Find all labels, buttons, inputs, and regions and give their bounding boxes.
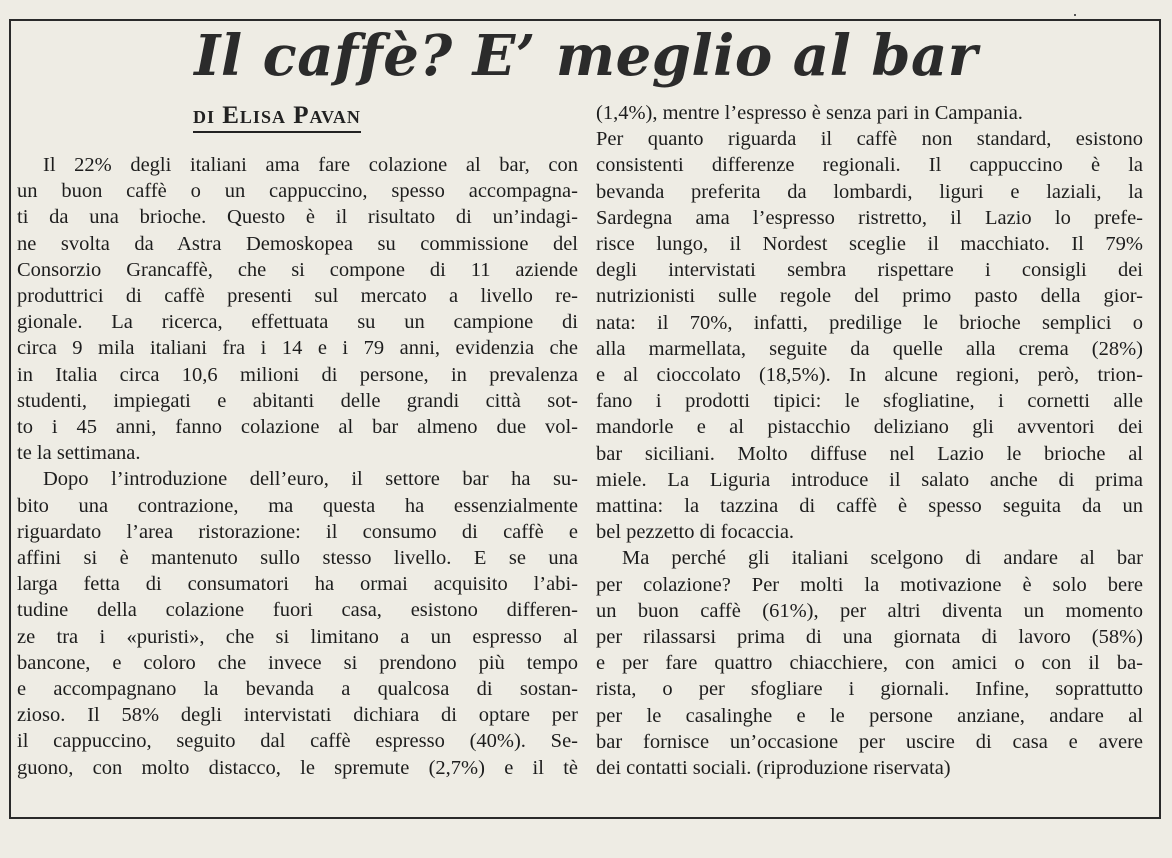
text-line: in Italia circa 10,6 milioni di persone, in prevalenza bbox=[17, 363, 578, 386]
article-title: Il caffè? E’ meglio al bar bbox=[194, 23, 978, 89]
text-line: degli intervistati sembra rispettare i consigli dei bbox=[596, 259, 1143, 282]
text-line: affini si è mantenuto sullo stesso livello. E se una bbox=[17, 547, 578, 570]
text-line: guono, con molto distacco, le spremute (2,7%) e il tè bbox=[17, 756, 578, 779]
text-line: (1,4%), mentre l’espresso è senza pari in Campania. bbox=[596, 102, 1023, 124]
text-line: ne svolta da Astra Demoskopea su commissione del bbox=[17, 232, 578, 255]
text-line: consistenti differenze regionali. Il cappuccino è la bbox=[596, 154, 1143, 177]
text-line: Dopo l’introduzione dell’euro, il settore bar ha su- bbox=[43, 468, 578, 491]
text-line: bevanda preferita da lombardi, liguri e laziali, la bbox=[596, 180, 1143, 203]
text-line: tudine della colazione fuori casa, esistono differen- bbox=[17, 599, 578, 622]
text-line: to i 45 anni, fanno colazione al bar almeno due vol- bbox=[17, 416, 578, 439]
text-line: un buon caffè (61%), per altri diventa un momento bbox=[596, 599, 1143, 622]
text-line: e al cioccolato (18,5%). In alcune regioni, però, trion- bbox=[596, 364, 1143, 387]
text-line: zioso. Il 58% degli intervistati dichiara di optare per bbox=[17, 704, 578, 727]
text-line: bito una contrazione, ma questa ha essenzialmente bbox=[17, 494, 578, 517]
text-line: bar siciliani. Molto diffuse nel Lazio le brioche al bbox=[596, 442, 1143, 465]
text-line: rista, o per sfogliare i giornali. Infine, soprattutto bbox=[596, 678, 1143, 701]
text-line: risce lungo, il Nordest sceglie il macchiato. Il 79% bbox=[596, 233, 1143, 256]
text-line: bancone, e coloro che invece si prendono più tempo bbox=[17, 651, 578, 674]
text-line: te la settimana. bbox=[17, 442, 141, 465]
text-line: per colazione? Per molti la motivazione è solo bere bbox=[596, 573, 1143, 596]
text-line: ze tra i «puristi», che si limitano a un espresso al bbox=[17, 625, 578, 648]
text-line: mattina: la tazzina di caffè è spesso seguita da un bbox=[596, 495, 1143, 518]
text-line: e per fare quattro chiacchiere, con amici o con il ba- bbox=[596, 652, 1143, 675]
text-line: produttrici di caffè presenti sul mercato a livello re- bbox=[17, 285, 578, 308]
text-line: per rilassarsi prima di una giornata di lavoro (58%) bbox=[596, 626, 1143, 649]
text-line: Ma perché gli italiani scelgono di andare al bar bbox=[622, 547, 1143, 570]
text-line: studenti, impiegati e abitanti delle grandi città sot- bbox=[17, 389, 578, 412]
article-column-left bbox=[17, 152, 578, 781]
text-line: Il 22% degli italiani ama fare colazione al bar, con bbox=[43, 154, 578, 176]
text-line: alla marmellata, seguite da quelle alla crema (28%) bbox=[596, 337, 1143, 360]
text-line: Sardegna ama l’espresso ristretto, il Lazio lo prefe- bbox=[596, 206, 1143, 229]
text-line: gionale. La ricerca, effettuata su un campione di bbox=[17, 311, 578, 334]
print-mark bbox=[1074, 14, 1076, 16]
article-column-right bbox=[596, 100, 1143, 781]
text-line: dei contatti sociali. (riproduzione riservata) bbox=[596, 757, 951, 780]
text-line: per le casalinghe e le persone anziane, andare al bbox=[596, 704, 1143, 727]
text-line: fano i prodotti tipici: le sfogliatine, i cornetti alle bbox=[596, 390, 1143, 413]
text-line: mandorle e al pistacchio deliziano gli avventori dei bbox=[596, 416, 1143, 439]
text-line: il cappuccino, seguito dal caffè espresso (40%). Se- bbox=[17, 730, 578, 753]
text-line: Per quanto riguarda il caffè non standard, esistono bbox=[596, 128, 1143, 151]
text-line: Consorzio Grancaffè, che si compone di 11 aziende bbox=[17, 258, 578, 281]
text-line: nata: il 70%, infatti, predilige le brioche semplici o bbox=[596, 311, 1143, 334]
article-byline: di Elisa Pavan bbox=[193, 102, 361, 133]
text-line: larga fetta di consumatori ha ormai acquisito l’abi- bbox=[17, 573, 578, 596]
text-line: un buon caffè o un cappuccino, spesso accompagna- bbox=[17, 180, 578, 203]
text-line: circa 9 mila italiani fra i 14 e i 79 anni, evidenzia che bbox=[17, 337, 578, 360]
text-line: miele. La Liguria introduce il salato anche di prima bbox=[596, 468, 1143, 491]
text-line: ti da una brioche. Questo è il risultato di un’indagi- bbox=[17, 206, 578, 229]
text-line: nutrizionisti sulle regole del primo pasto della gior- bbox=[596, 285, 1143, 308]
text-line: bel pezzetto di focaccia. bbox=[596, 521, 795, 544]
text-line: riguardato l’area ristorazione: il consumo di caffè e bbox=[17, 520, 578, 543]
text-line: e accompagnano la bevanda a qualcosa di sostan- bbox=[17, 678, 578, 701]
text-line: bar fornisce un’occasione per uscire di casa e avere bbox=[596, 730, 1143, 753]
